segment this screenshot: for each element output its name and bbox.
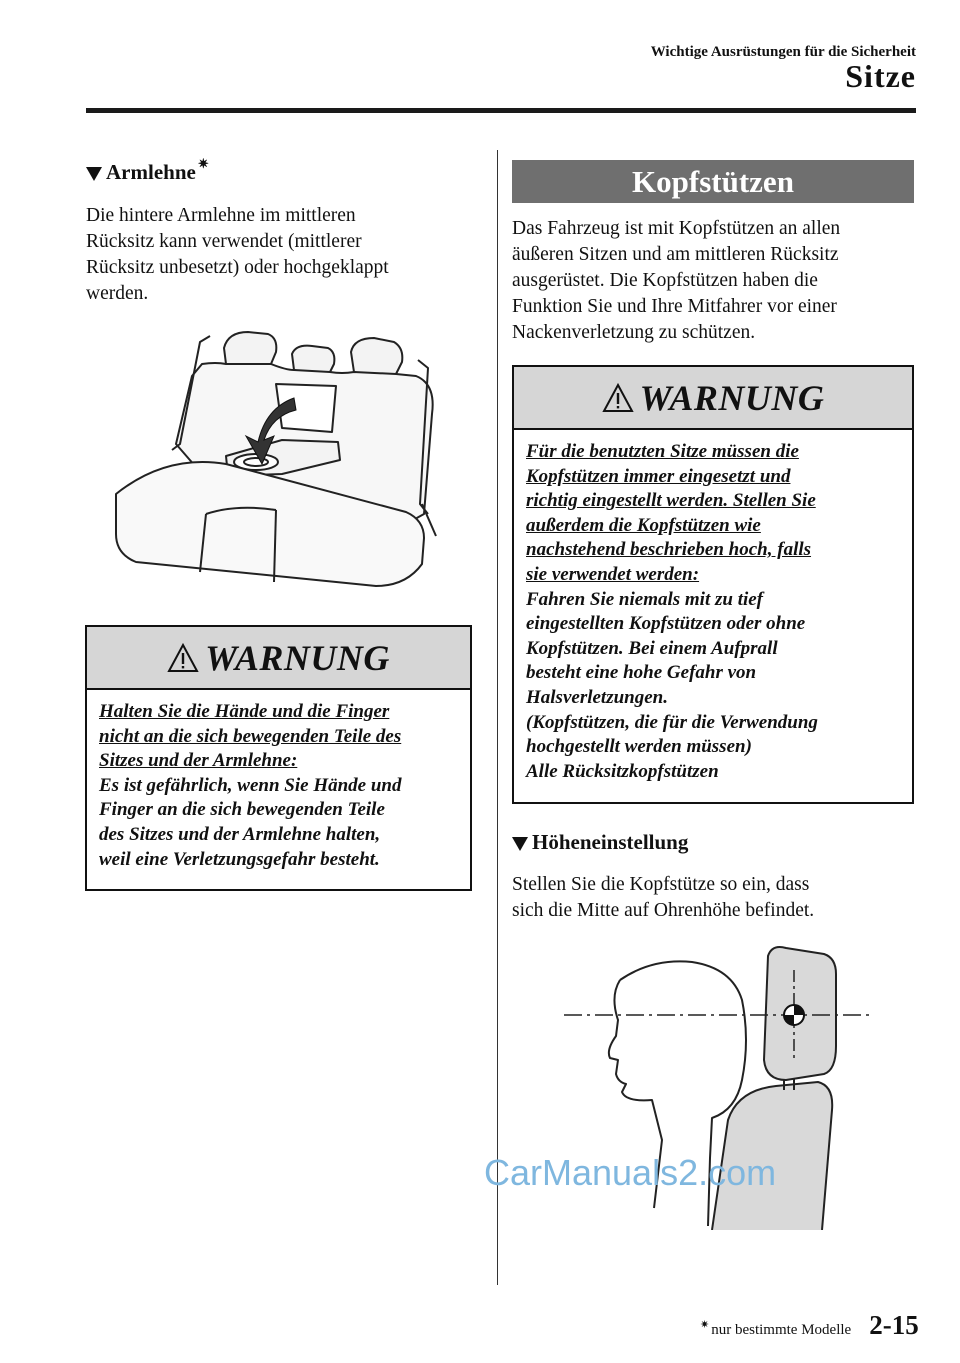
header-rule bbox=[86, 108, 916, 113]
warning-line: (Kopfstützen, die für die Verwendung bbox=[526, 711, 818, 733]
page-title: Sitze bbox=[845, 58, 916, 94]
warning-triangle-icon bbox=[167, 643, 199, 673]
warning-header bbox=[87, 627, 470, 690]
warning-line: Finger an die sich bewegenden Teile bbox=[99, 799, 385, 821]
column-divider bbox=[497, 150, 498, 1285]
warning-title: WARNUNG bbox=[639, 377, 825, 418]
warning-header bbox=[514, 367, 912, 430]
warning-line: Alle Rücksitzkopfstützen bbox=[526, 760, 719, 782]
triangle-bullet-icon bbox=[512, 837, 528, 851]
warning-line: nachstehend beschrieben hoch, falls bbox=[526, 539, 812, 561]
warning-line: Fahren Sie niemals mit zu tief bbox=[526, 588, 764, 610]
text-line: Funktion Sie und Ihre Mitfahrer vor einer bbox=[512, 296, 837, 317]
text-line: Rücksitz kann verwendet (mittlerer bbox=[86, 231, 362, 252]
hoehe-paragraph bbox=[512, 872, 814, 924]
rear-seat-armrest-illustration bbox=[106, 324, 438, 592]
hoehe-heading-text: Höheneinstellung bbox=[532, 830, 689, 854]
triangle-bullet-icon bbox=[86, 167, 102, 181]
text-line: werden. bbox=[86, 283, 149, 304]
warning-line: des Sitzes und der Armlehne halten, bbox=[99, 823, 381, 845]
warning-line: Kopfstützen. Bei einem Aufprall bbox=[526, 637, 778, 659]
text-line: äußeren Sitzen und am mittleren Rücksitz bbox=[512, 244, 839, 265]
model-marker: ✷ bbox=[197, 156, 209, 171]
armlehne-heading-text: Armlehne bbox=[106, 160, 196, 184]
section-banner-kopfstuetzen: Kopfstützen bbox=[512, 160, 914, 203]
warning-line: Es ist gefährlich, wenn Sie Hände und bbox=[99, 774, 402, 796]
warning-body bbox=[87, 690, 470, 880]
section-heading-hoeheneinstellung bbox=[512, 830, 688, 855]
text-line: Rücksitz unbesetzt) oder hochgeklappt bbox=[86, 257, 389, 278]
chapter-subtitle: Wichtige Ausrüstungen für die Sicherheit bbox=[650, 44, 916, 60]
warning-line: Sitzes und der Armlehne: bbox=[99, 750, 298, 772]
warning-line: Halten Sie die Hände und die Finger bbox=[99, 701, 390, 722]
footnote-marker: ✷ bbox=[700, 1319, 710, 1331]
text-line: Das Fahrzeug ist mit Kopfstützen an allen bbox=[512, 218, 841, 239]
warning-line: richtig eingestellt werden. Stellen Sie bbox=[526, 490, 816, 512]
warning-line: nicht an die sich bewegenden Teile des bbox=[99, 725, 402, 747]
headrest-warning-box bbox=[512, 365, 914, 804]
armrest-warning-box bbox=[85, 625, 472, 891]
warning-line: Halsverletzungen. bbox=[526, 686, 668, 708]
warning-title: WARNUNG bbox=[205, 637, 390, 678]
warning-line: besteht eine hohe Gefahr von bbox=[526, 662, 757, 684]
page-number: 2-15 bbox=[869, 1310, 919, 1340]
footnote-text: nur bestimmte Modelle bbox=[711, 1322, 852, 1338]
warning-line: außerdem die Kopfstützen wie bbox=[526, 514, 761, 536]
footer bbox=[700, 1310, 919, 1341]
warning-body bbox=[514, 430, 912, 792]
warning-line: hochgestellt werden müssen) bbox=[526, 736, 752, 758]
kopfstuetzen-paragraph bbox=[512, 216, 840, 346]
section-heading-armlehne bbox=[86, 156, 209, 185]
text-line: Nackenverletzung zu schützen. bbox=[512, 322, 756, 343]
warning-line: weil eine Verletzungsgefahr besteht. bbox=[99, 848, 380, 870]
watermark-text: CarManuals2.com bbox=[484, 1152, 777, 1193]
text-line: Die hintere Armlehne im mittleren bbox=[86, 205, 356, 226]
text-line: ausgerüstet. Die Kopfstützen haben die bbox=[512, 270, 818, 291]
warning-line: Kopfstützen immer eingesetzt und bbox=[526, 465, 791, 487]
text-line: Stellen Sie die Kopfstütze so ein, dass bbox=[512, 874, 810, 895]
warning-line: eingestellten Kopfstützen oder ohne bbox=[526, 613, 806, 635]
warning-line: Für die benutzten Sitze müssen die bbox=[526, 441, 799, 462]
warning-triangle-icon bbox=[602, 383, 634, 413]
armlehne-paragraph bbox=[86, 203, 389, 307]
warning-line: sie verwendet werden: bbox=[526, 563, 700, 585]
text-line: sich die Mitte auf Ohrenhöhe befindet. bbox=[512, 900, 815, 921]
